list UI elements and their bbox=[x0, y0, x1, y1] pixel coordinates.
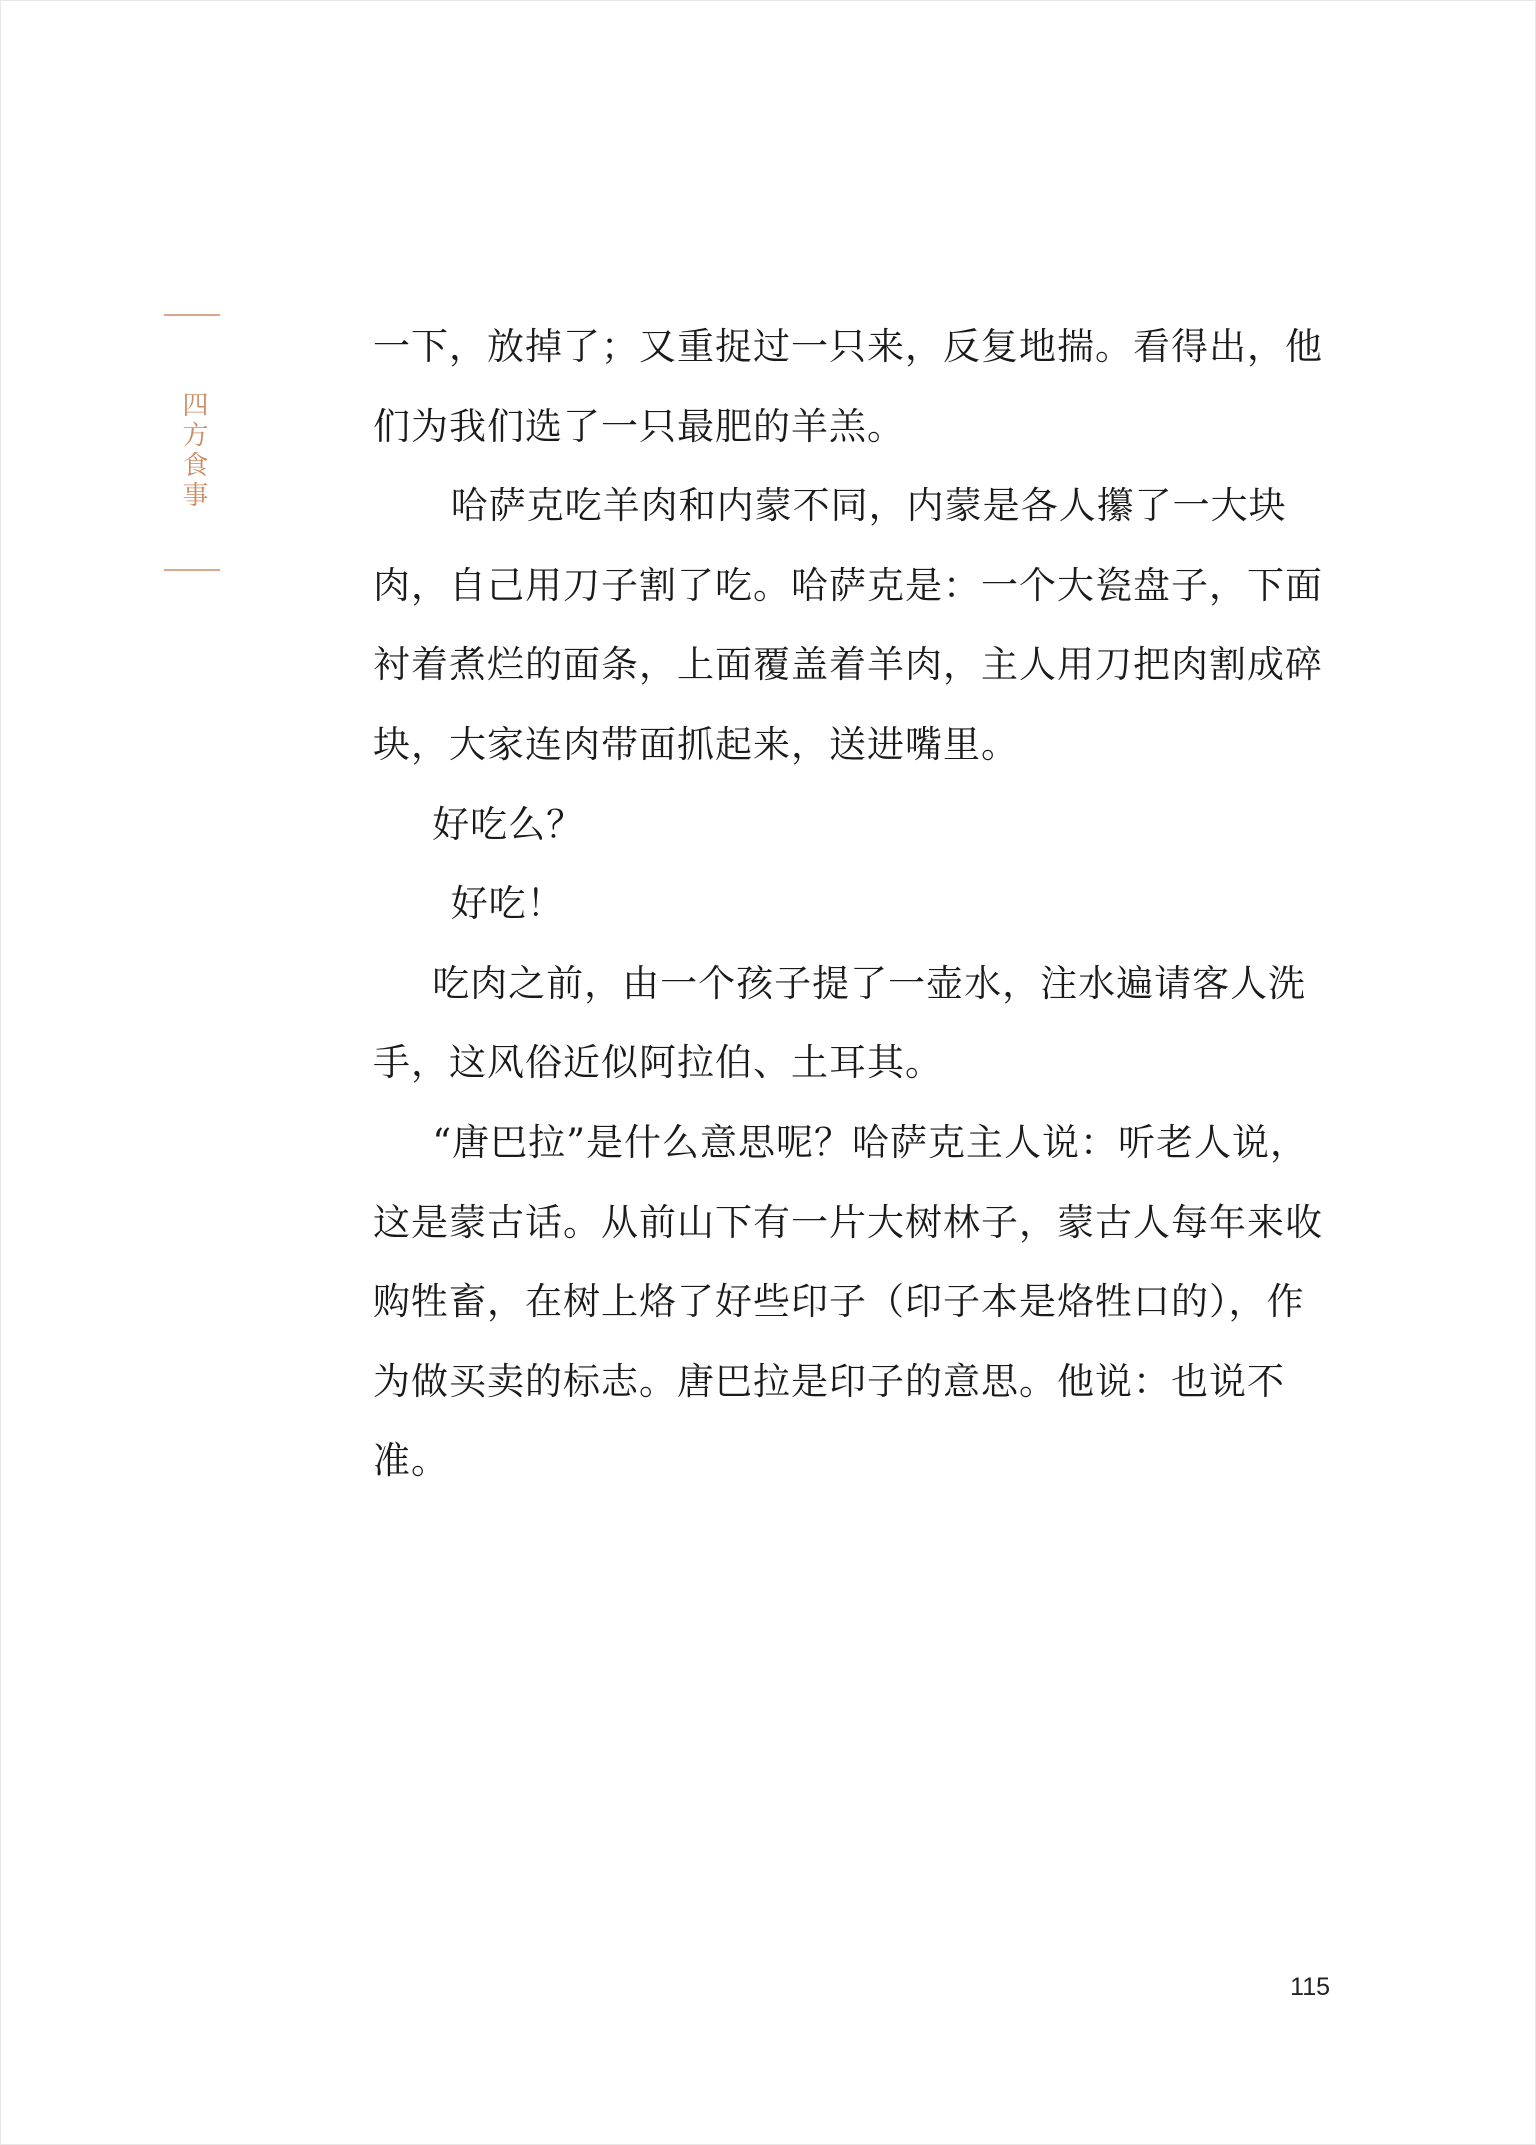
paragraph-6: “唐巴拉”是什么意思呢？哈萨克主人说：听老人说，这是蒙古话。从前山下有一片大树林子，蒙古人每年来收购牲畜，在树上烙了好些印子（印子本是烙牲口的），作为做买卖的标志。唐巴拉是印子的意思。他说：也说不准。 bbox=[373, 1120, 1323, 1483]
sidebar-bottom-rule bbox=[164, 569, 220, 571]
page-number: 115 bbox=[1290, 1973, 1330, 2001]
paragraph-5: 吃肉之前，由一个孩子提了一壶水，注水遍请客人洗手，这风俗近似阿拉伯、土耳其。 bbox=[373, 961, 1307, 1085]
paragraph-1: 一下，放掉了；又重捉过一只来，反复地揣。看得出，他们为我们选了一只最肥的羊羔。 bbox=[373, 325, 1323, 448]
paragraph-2: 哈萨克吃羊肉和内蒙不同，内蒙是各人攥了一大块肉，自己用刀子割了吃。哈萨克是：一个大瓷盘子，下面衬着煮烂的面条，上面覆盖着羊肉，主人用刀把肉割成碎块，大家连肉带面抓起来，送进嘴里。 bbox=[373, 484, 1323, 766]
sidebar-top-rule bbox=[164, 314, 220, 316]
paragraph-3: 好吃么？ bbox=[432, 802, 585, 846]
paragraph-4: 好吃！ bbox=[450, 882, 565, 926]
body-text bbox=[373, 307, 1333, 1501]
section-title: 四方食事 bbox=[178, 391, 208, 511]
